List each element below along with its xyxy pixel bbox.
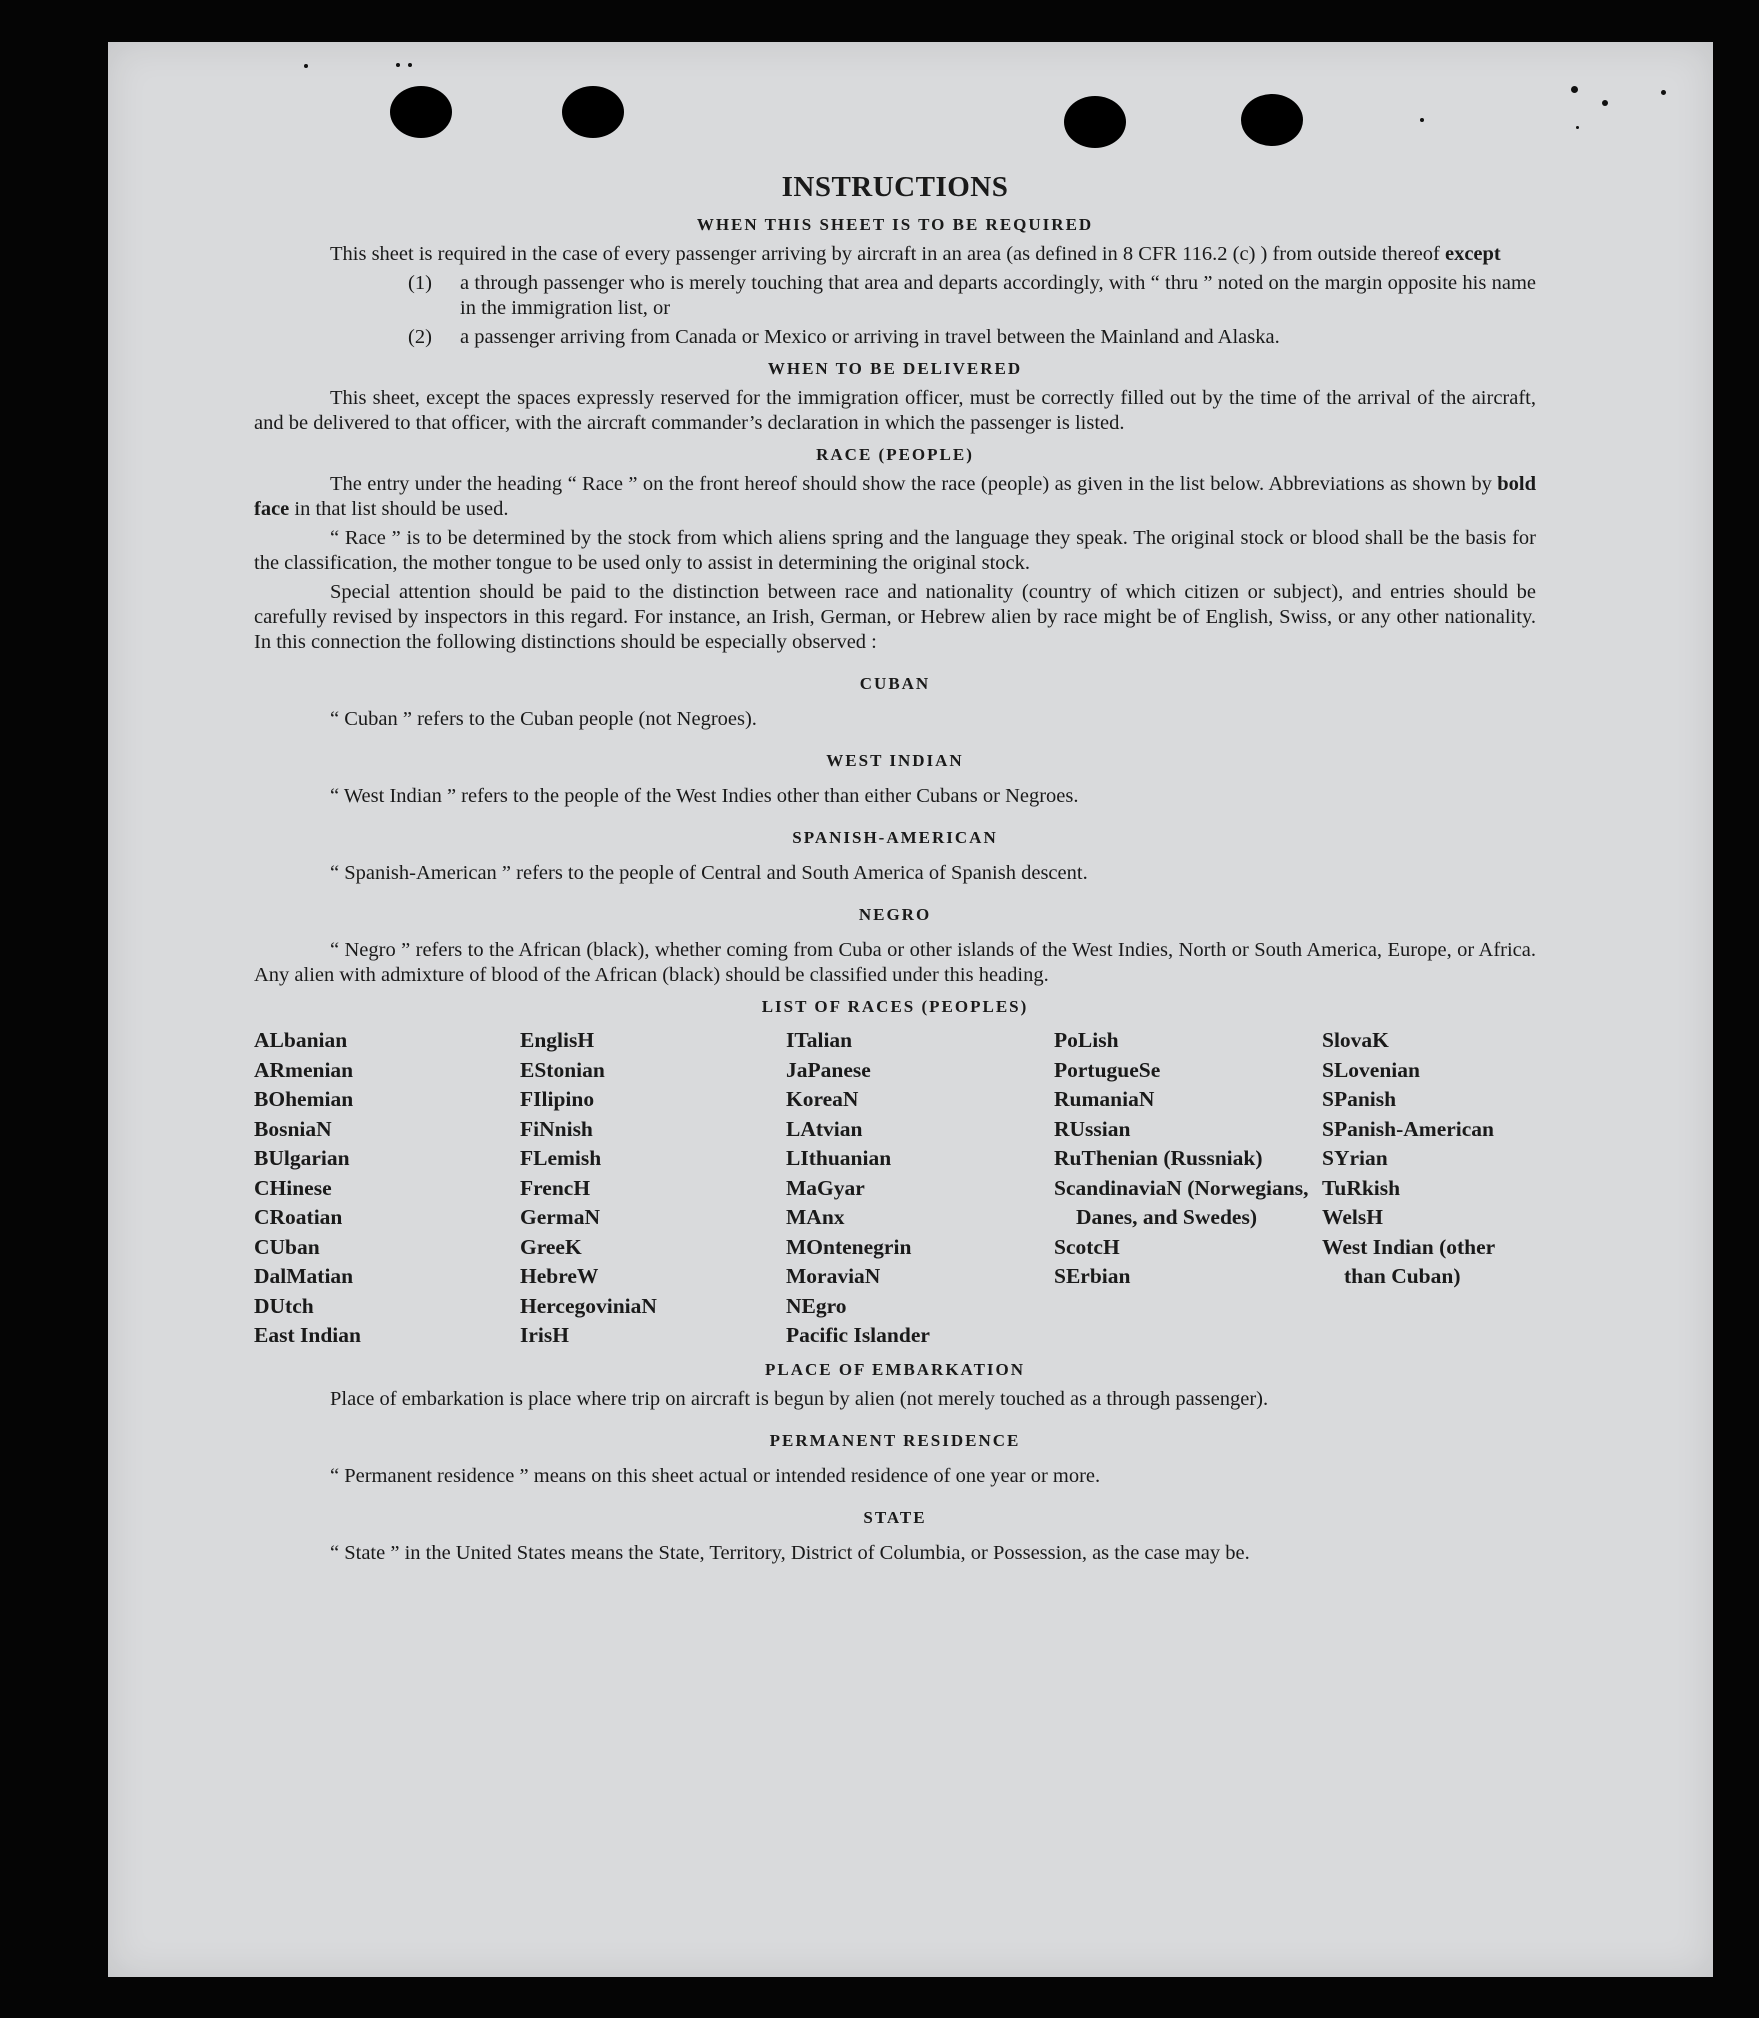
when-required-text xyxy=(254,242,1536,267)
race-entry: FLemish xyxy=(520,1146,602,1170)
race-entry: SPanish xyxy=(1322,1087,1397,1111)
race-entry: HebreW xyxy=(520,1264,599,1288)
race-entry: GermaN xyxy=(520,1205,600,1229)
race-entry: GreeK xyxy=(520,1234,582,1259)
scan-speck xyxy=(1420,118,1424,122)
heading-list-of-races: LIST OF RACES (PEOPLES) xyxy=(761,997,1029,1016)
race-paragraph-3: Special attention should be paid to the distinction between race and nationality (country of which citizen or subject), and entries should be carefully revised by inspectors in this regard. For instance, an Irish, German, or Hebrew alien by race might be of English, Swiss, or any other nationality. In this connection the following distinctions should be especially observed : xyxy=(254,581,1536,653)
race-entry: SlovaK xyxy=(1322,1028,1389,1052)
exception-number: (2) xyxy=(408,326,432,348)
scan-speck xyxy=(1602,100,1608,106)
race-entry: ScotcH xyxy=(1054,1234,1120,1259)
race-entry: West Indian (other than Cuban) xyxy=(1322,1234,1495,1288)
heading-race: RACE (PEOPLE) xyxy=(816,445,974,464)
exception-item xyxy=(408,271,1536,321)
race-entry: CRoatian xyxy=(254,1205,343,1229)
when-required-intro: This sheet is required in the case of every passenger arriving by aircraft in an area (as defined in 8 CFR 116.2 (c) ) from outside thereof xyxy=(330,243,1440,265)
punch-hole xyxy=(562,86,624,138)
exception-text: a through passenger who is merely touching that area and departs accordingly, with “ thru ” noted on the margin opposite his name in the immigration list, or xyxy=(460,272,1536,319)
races-column xyxy=(786,1026,1054,1351)
race-paragraph-1 xyxy=(254,472,1536,522)
race-entry: BUlgarian xyxy=(254,1146,350,1170)
races-column xyxy=(1054,1026,1322,1351)
race-entry: MAnx xyxy=(786,1205,845,1229)
race-entry: EnglisH xyxy=(520,1028,595,1052)
heading-state: STATE xyxy=(863,1507,927,1527)
punch-hole xyxy=(1064,96,1126,148)
state-text: “ State ” in the United States means the State, Territory, District of Columbia, or Possession, as the case may be. xyxy=(330,1541,1250,1564)
race-entry: ALbanian xyxy=(254,1028,348,1052)
race-entry: ARmenian xyxy=(254,1057,354,1082)
race-entry: EStonian xyxy=(520,1057,605,1082)
race-entry: RUssian xyxy=(1054,1116,1131,1141)
punch-hole xyxy=(1241,94,1303,146)
race-entry: FiNnish xyxy=(520,1116,593,1141)
race-entry: East Indian xyxy=(254,1323,361,1347)
race-entry: DUtch xyxy=(254,1293,314,1318)
race-entry: PoLish xyxy=(1054,1028,1119,1052)
race-entry: FIlipino xyxy=(520,1087,595,1111)
race-entry: CUban xyxy=(254,1234,320,1259)
instructions-body xyxy=(254,170,1536,1570)
heading-west-indian: WEST INDIAN xyxy=(826,751,964,770)
race-p1-bold: bold face xyxy=(254,473,1536,520)
race-entry: Pacific Islander xyxy=(786,1323,930,1347)
race-entry: MaGyar xyxy=(786,1175,865,1200)
race-entry: PortugueSe xyxy=(1054,1057,1161,1082)
when-delivered-text: This sheet, except the spaces expressly reserved for the immigration officer, must be correctly filled out by the time of the arrival of the aircraft, and be delivered to that officer, with the aircraft commander’s declaration in which the passenger is listed. xyxy=(254,387,1536,434)
race-entry: RuThenian (Russniak) xyxy=(1054,1146,1263,1170)
race-entry: IrisH xyxy=(520,1323,569,1347)
embarkation-text: Place of embarkation is place where trip on aircraft is begun by alien (not merely touched as a through passenger). xyxy=(330,1387,1269,1410)
scan-speck xyxy=(396,63,400,67)
races-column xyxy=(520,1026,786,1351)
exception-number: (1) xyxy=(408,272,432,294)
cuban-text: “ Cuban ” refers to the Cuban people (not Negroes). xyxy=(330,708,757,730)
heading-negro: NEGRO xyxy=(858,905,932,924)
scan-speck xyxy=(304,64,308,68)
race-entry: FrencH xyxy=(520,1175,591,1200)
race-entry: BosniaN xyxy=(254,1116,332,1141)
race-entry: TuRkish xyxy=(1322,1175,1401,1200)
scan-speck xyxy=(408,63,412,67)
race-entry: JaPanese xyxy=(786,1057,871,1082)
race-p1-end: in that list should be used. xyxy=(294,498,509,520)
race-entry: HercegoviniaN xyxy=(520,1293,657,1318)
heading-when-delivered: WHEN TO BE DELIVERED xyxy=(767,359,1023,378)
race-entry: CHinese xyxy=(254,1175,332,1200)
race-entry: WelsH xyxy=(1322,1205,1383,1229)
punch-hole xyxy=(390,86,452,138)
heading-embarkation: PLACE OF EMBARKATION xyxy=(764,1359,1026,1379)
races-column xyxy=(254,1026,520,1351)
race-entry: BOhemian xyxy=(254,1087,354,1111)
permanent-residence-text: “ Permanent residence ” means on this sheet actual or intended residence of one year or more. xyxy=(330,1464,1101,1487)
race-entry: MOntenegrin xyxy=(786,1234,912,1259)
race-entry: RumaniaN xyxy=(1054,1087,1155,1111)
race-entry: LIthuanian xyxy=(786,1146,892,1170)
race-p1-start: The entry under the heading “ Race ” on the front hereof should show the race (people) as given in the list below. Abbreviations as shown by xyxy=(330,473,1492,495)
page-title: INSTRUCTIONS xyxy=(781,171,1009,203)
race-entry: NEgro xyxy=(786,1293,847,1318)
races-column xyxy=(1322,1026,1536,1351)
scan-speck xyxy=(1661,90,1666,95)
race-entry: DalMatian xyxy=(254,1264,354,1288)
heading-cuban: CUBAN xyxy=(859,674,931,693)
heading-spanish-american: SPANISH-AMERICAN xyxy=(792,828,998,847)
scan-speck xyxy=(1571,86,1578,93)
race-entry: LAtvian xyxy=(786,1116,863,1141)
heading-permanent-residence: PERMANENT RESIDENCE xyxy=(769,1430,1021,1450)
race-entry: SYrian xyxy=(1322,1146,1388,1170)
scan-speck xyxy=(1576,126,1579,129)
west-indian-text: “ West Indian ” refers to the people of the West Indies other than either Cubans or Negroes. xyxy=(330,785,1079,807)
exception-item xyxy=(408,325,1536,350)
heading-when-required: WHEN THIS SHEET IS TO BE REQUIRED xyxy=(696,215,1094,234)
race-entry: ITalian xyxy=(786,1028,853,1052)
when-required-except: except xyxy=(1444,243,1501,265)
negro-text: “ Negro ” refers to the African (black), whether coming from Cuba or other islands of the West Indies, North or South America, Europe, or Africa. Any alien with admixture of blood of the African (black) should be classified under this heading. xyxy=(254,939,1536,986)
races-list xyxy=(254,1026,1536,1351)
document-page xyxy=(108,42,1713,1977)
spanish-american-text: “ Spanish-American ” refers to the people of Central and South America of Spanish descent. xyxy=(330,862,1088,884)
race-entry: SLovenian xyxy=(1322,1057,1420,1082)
race-entry: SErbian xyxy=(1054,1264,1131,1288)
race-entry: KoreaN xyxy=(786,1087,859,1111)
exception-text: a passenger arriving from Canada or Mexico or arriving in travel between the Mainland and Alaska. xyxy=(460,326,1280,348)
race-entry: ScandinaviaN (Norwegians, Danes, and Swedes) xyxy=(1054,1175,1309,1229)
race-entry: SPanish-American xyxy=(1322,1116,1494,1141)
race-entry: MoraviaN xyxy=(786,1264,881,1288)
race-paragraph-2: “ Race ” is to be determined by the stock from which aliens spring and the language they speak. The original stock or blood shall be the basis for the classification, the mother tongue to be used only to assist in determining the original stock. xyxy=(254,527,1536,574)
